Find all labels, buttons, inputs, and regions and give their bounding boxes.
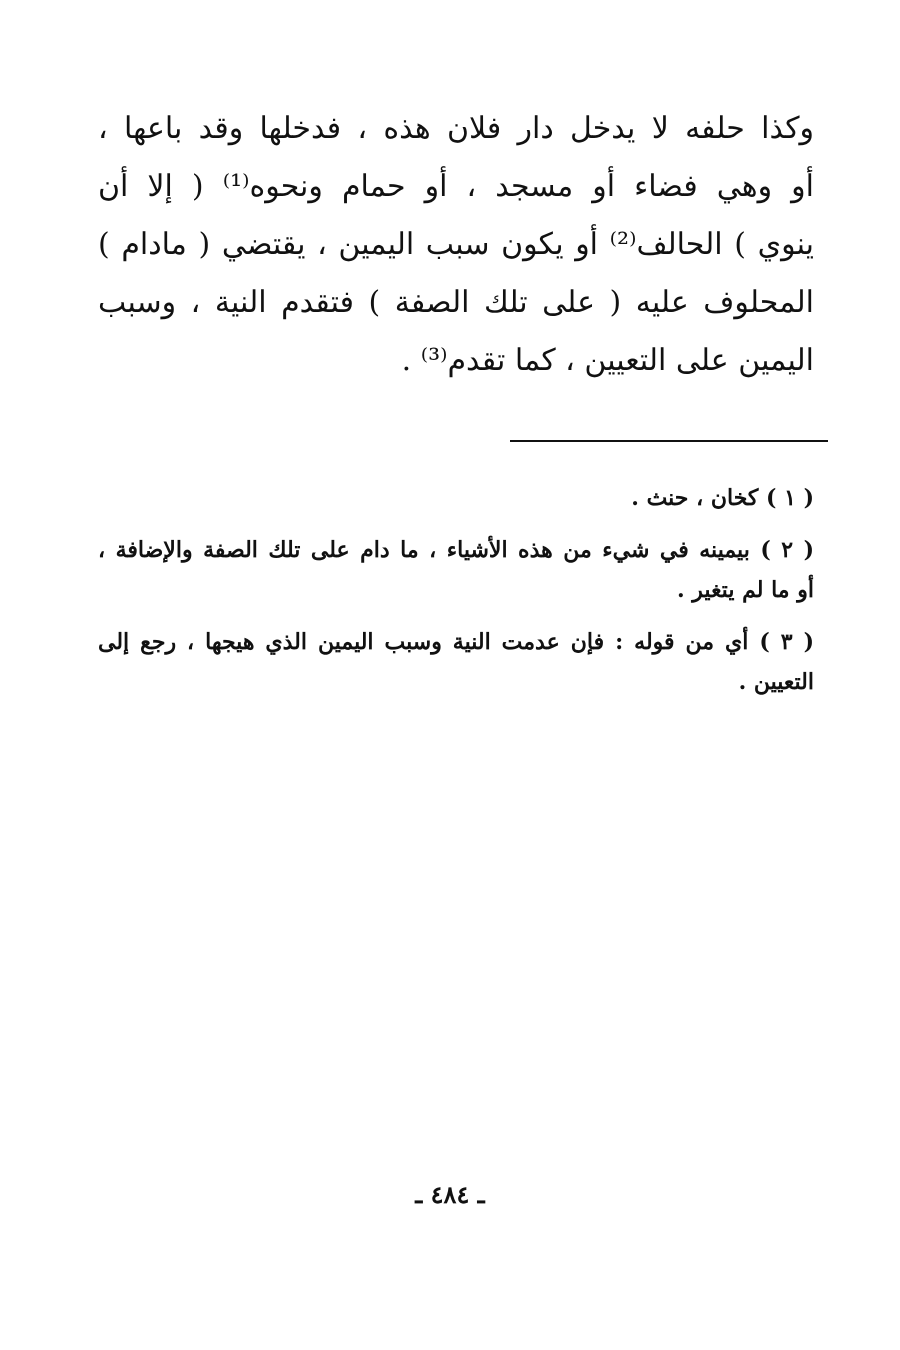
footnote-divider xyxy=(510,440,828,442)
footnote-line: ( ٣ ) أي من قوله : فإن عدمت النية وسبب اليمين الذي هيجها ، رجع إلى xyxy=(98,629,814,655)
footnote-line: ( ٢ ) بيمينه في شيء من هذه الأشياء ، ما دام على تلك الصفة والإضافة ، xyxy=(98,537,814,563)
main-text-line: ينوي ) الحالف⁽²⁾ أو يكون سبب اليمين ، يقتضي ( مادام ) xyxy=(98,227,814,262)
footnote-line: أو ما لم يتغير . xyxy=(676,577,814,603)
footnote-line: ( ١ ) كخان ، حنث . xyxy=(631,485,814,511)
main-text-line: المحلوف عليه ( على تلك الصفة ) فتقدم النية ، وسبب xyxy=(98,285,814,320)
footnotes-block xyxy=(98,478,814,714)
page-number: ـ ٤٨٤ ـ xyxy=(415,1180,485,1209)
main-text-line: وكذا حلفه لا يدخل دار فلان هذه ، فدخلها وقد باعها ، xyxy=(98,111,814,146)
main-text-line: أو وهي فضاء أو مسجد ، أو حمام ونحوه⁽¹⁾ ( إلا أن xyxy=(98,169,814,204)
footnote-1 xyxy=(98,478,814,518)
footnote-3 xyxy=(98,622,814,702)
main-text-block xyxy=(98,100,814,390)
footnote-2 xyxy=(98,530,814,610)
main-text-line: اليمين على التعيين ، كما تقدم⁽³⁾ . xyxy=(401,343,814,378)
footnote-line: التعيين . xyxy=(738,669,814,695)
